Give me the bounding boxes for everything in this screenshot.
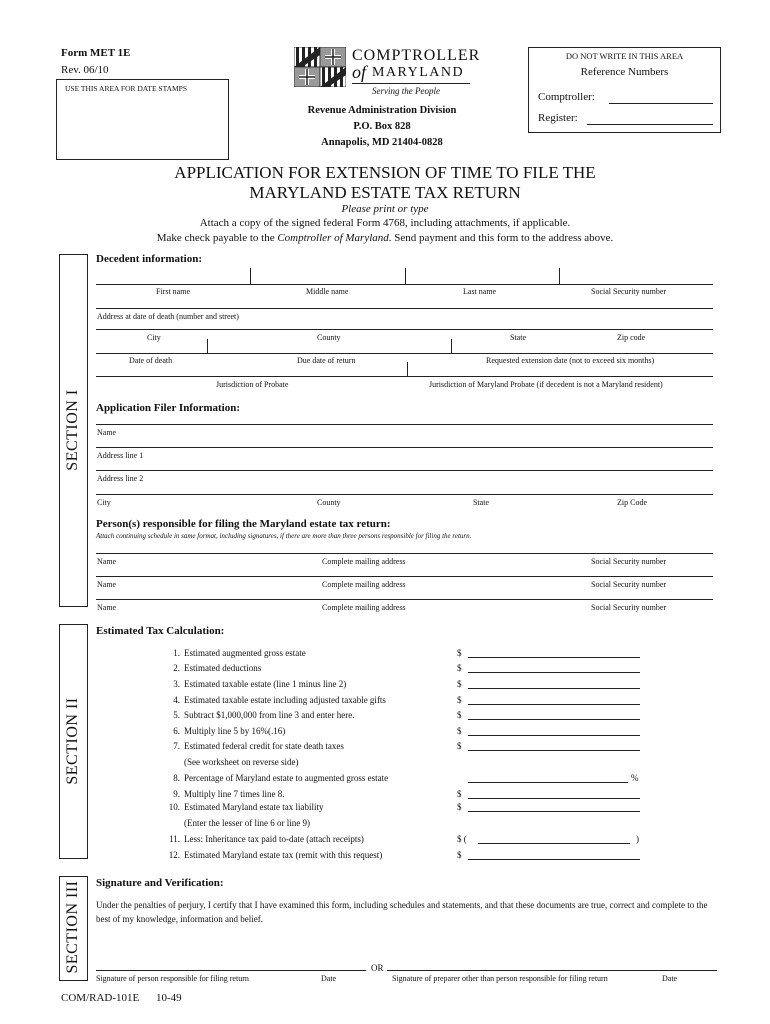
logo-tagline: Serving the People bbox=[372, 86, 440, 96]
last-name-label: Last name bbox=[463, 287, 497, 296]
person-1-ssn-label: Social Security number bbox=[591, 557, 667, 566]
title-line-1: APPLICATION FOR EXTENSION OF TIME TO FILE THE bbox=[174, 163, 596, 182]
comptroller-ref-label: Comptroller: bbox=[538, 91, 595, 103]
filer-city-row[interactable] bbox=[96, 494, 713, 495]
zip-label: Zip code bbox=[617, 333, 646, 342]
person-1-row[interactable] bbox=[96, 553, 713, 554]
payable-post: . Send payment and this form to the address above. bbox=[388, 232, 614, 244]
page-title bbox=[0, 163, 770, 203]
person-3-address-label: Complete mailing address bbox=[322, 603, 406, 612]
decedent-info-title: Decedent information: bbox=[96, 253, 203, 265]
city-state-zip: Annapolis, MD 21404-0828 bbox=[321, 137, 443, 148]
calc-line-5: 5. Subtract $1,000,000 from line 3 and enter here. bbox=[173, 710, 355, 720]
filer-address1-label: Address line 1 bbox=[97, 451, 144, 460]
section-1-label: SECTION I bbox=[64, 389, 81, 471]
calc-line-7-dollar: $ bbox=[457, 741, 462, 751]
middle-name-label: Middle name bbox=[306, 287, 349, 296]
tax-calc-title: Estimated Tax Calculation: bbox=[96, 625, 225, 637]
logo-maryland: MARYLAND bbox=[372, 65, 465, 80]
date-stamp-label: USE THIS AREA FOR DATE STAMPS bbox=[65, 84, 187, 93]
calc-line-1: 1. Estimated augmented gross estate bbox=[173, 648, 306, 658]
ssn-label: Social Security number bbox=[591, 287, 667, 296]
calc-line-10-note: (Enter the lesser of line 6 or line 9) bbox=[184, 818, 310, 828]
jurisdiction-label: Jurisdiction of Probate bbox=[216, 380, 289, 389]
signature-person-label: Signature of person responsible for filing return bbox=[96, 974, 249, 983]
po-box: P.O. Box 828 bbox=[353, 121, 411, 132]
filer-city-label: City bbox=[97, 498, 111, 507]
calc-line-6-dollar: $ bbox=[457, 726, 462, 736]
filer-address2-field[interactable] bbox=[96, 470, 713, 471]
reference-numbers-label: Reference Numbers bbox=[580, 66, 669, 78]
calc-line-3: 3. Estimated taxable estate (line 1 minus line 2) bbox=[173, 679, 347, 689]
filer-name-label: Name bbox=[97, 428, 117, 437]
signature-preparer-label: Signature of preparer other than person responsible for filing return bbox=[392, 974, 608, 983]
due-date-label: Due date of return bbox=[297, 356, 356, 365]
calc-line-4: 4. Estimated taxable estate including adjusted taxable gifts bbox=[173, 695, 386, 705]
calc-line-4-amount[interactable] bbox=[468, 704, 640, 705]
calc-line-9: 9. Multiply line 7 times line 8. bbox=[173, 789, 285, 799]
county-label: County bbox=[317, 333, 341, 342]
persons-note: Attach continuing schedule in same format, including signatures, if there are more than three persons responsible for filing the return. bbox=[96, 532, 472, 540]
calc-line-5-dollar: $ bbox=[457, 710, 462, 720]
jurisdiction-md-label: Jurisdiction of Maryland Probate (if decedent is not a Maryland resident) bbox=[429, 380, 663, 389]
logo-comptroller: COMPTROLLER bbox=[352, 47, 481, 64]
calc-line-4-dollar: $ bbox=[457, 695, 462, 705]
person-3-row[interactable] bbox=[96, 599, 713, 600]
filer-state-label: State bbox=[473, 498, 489, 507]
register-ref-field[interactable] bbox=[587, 124, 713, 125]
first-name-label: First name bbox=[156, 287, 190, 296]
calc-line-8-percent-field[interactable] bbox=[468, 782, 628, 783]
calc-line-5-amount[interactable] bbox=[468, 719, 640, 720]
reference-box bbox=[528, 47, 721, 133]
calc-line-11-dollar: $ ( bbox=[457, 834, 467, 844]
calc-line-2-amount[interactable] bbox=[468, 672, 640, 673]
person-2-name-label: Name bbox=[97, 580, 117, 589]
signature-preparer-date-label: Date bbox=[662, 974, 678, 983]
signature-person-date-label: Date bbox=[321, 974, 337, 983]
person-3-name-label: Name bbox=[97, 603, 117, 612]
calc-line-11: 11. Less: Inheritance tax paid to-date (attach receipts) bbox=[169, 834, 364, 844]
calc-line-12-amount[interactable] bbox=[468, 859, 640, 860]
logo-of: of bbox=[352, 62, 367, 82]
calc-line-3-amount[interactable] bbox=[468, 688, 640, 689]
filer-address1-field[interactable] bbox=[96, 447, 713, 448]
calc-line-7-note: (See worksheet on reverse side) bbox=[184, 757, 299, 767]
requested-ext-label: Requested extension date (not to exceed six months) bbox=[486, 356, 655, 365]
filer-zip-label: Zip Code bbox=[617, 498, 647, 507]
division-name: Revenue Administration Division bbox=[307, 105, 457, 116]
filer-address2-label: Address line 2 bbox=[97, 474, 144, 483]
payable-note bbox=[0, 232, 770, 244]
state-label: State bbox=[510, 333, 526, 342]
or-label: OR bbox=[371, 963, 384, 973]
date-stamp-area bbox=[56, 79, 229, 160]
person-2-address-label: Complete mailing address bbox=[322, 580, 406, 589]
persons-title: Person(s) responsible for filing the Maryland estate tax return: bbox=[96, 518, 391, 530]
maryland-flag-logo bbox=[294, 47, 346, 87]
do-not-write-label: DO NOT WRITE IN THIS AREA bbox=[565, 51, 684, 61]
calc-line-8: 8. Percentage of Maryland estate to augmented gross estate bbox=[173, 773, 389, 783]
filer-info-title: Application Filer Information: bbox=[96, 402, 241, 414]
city-label: City bbox=[147, 333, 161, 342]
perjury-statement: Under the penalties of perjury, I certify that I have examined this form, including schedules and statements, and that these documents are true, correct and complete to the best of my knowledge, information and belief. bbox=[96, 900, 708, 924]
calc-line-11-close: ) bbox=[636, 834, 639, 844]
calc-line-2: 2. Estimated deductions bbox=[173, 663, 262, 673]
signature-preparer-field[interactable] bbox=[387, 970, 717, 971]
calc-line-1-dollar: $ bbox=[457, 648, 462, 658]
calc-line-9-dollar: $ bbox=[457, 789, 462, 799]
form-id: Form MET 1E bbox=[61, 47, 131, 59]
calc-line-11-amount[interactable] bbox=[478, 843, 630, 844]
calc-line-12-dollar: $ bbox=[457, 850, 462, 860]
calc-line-10: 10. Estimated Maryland estate tax liability bbox=[168, 802, 324, 812]
calc-line-7-amount[interactable] bbox=[468, 750, 640, 751]
filer-name-field[interactable] bbox=[96, 424, 713, 425]
jurisdiction-row[interactable] bbox=[96, 376, 713, 377]
calc-line-8-percent: % bbox=[631, 773, 639, 783]
register-ref-label: Register: bbox=[538, 112, 578, 124]
payable-pre: Make check payable to the bbox=[156, 232, 278, 244]
section-3-label: SECTION III bbox=[64, 880, 81, 974]
division-address bbox=[282, 103, 482, 151]
section-2-label: SECTION II bbox=[64, 697, 81, 785]
signature-title: Signature and Verification: bbox=[96, 877, 224, 889]
logo-rule bbox=[352, 83, 470, 84]
form-revision: Rev. 06/10 bbox=[61, 64, 109, 76]
signature-person-field[interactable] bbox=[96, 970, 366, 971]
date-of-death-label: Date of death bbox=[129, 356, 173, 365]
address-label: Address at date of death (number and street) bbox=[97, 312, 239, 321]
decedent-address-field[interactable] bbox=[96, 308, 713, 309]
footer-number: 10-49 bbox=[156, 992, 182, 1004]
payable-payee: Comptroller of Maryland bbox=[277, 232, 389, 244]
title-line-2: MARYLAND ESTATE TAX RETURN bbox=[249, 183, 521, 202]
attach-note: Attach a copy of the signed federal Form 4768, including attachments, if applicable. bbox=[199, 217, 571, 229]
person-1-address-label: Complete mailing address bbox=[322, 557, 406, 566]
person-1-name-label: Name bbox=[97, 557, 117, 566]
calc-line-6: 6. Multiply line 5 by 16%(.16) bbox=[173, 726, 286, 736]
decedent-dates-row[interactable] bbox=[96, 353, 713, 354]
calc-line-12: 12. Estimated Maryland estate tax (remit with this request) bbox=[168, 850, 383, 860]
decedent-name-row[interactable] bbox=[96, 284, 713, 285]
calc-line-3-dollar: $ bbox=[457, 679, 462, 689]
person-2-ssn-label: Social Security number bbox=[591, 580, 667, 589]
comptroller-ref-field[interactable] bbox=[609, 103, 713, 104]
calc-line-7: 7. Estimated federal credit for state death taxes bbox=[173, 741, 344, 751]
person-2-row[interactable] bbox=[96, 576, 713, 577]
calc-line-6-amount[interactable] bbox=[468, 735, 640, 736]
calc-line-9-amount[interactable] bbox=[468, 798, 640, 799]
calc-line-2-dollar: $ bbox=[457, 663, 462, 673]
calc-line-10-dollar: $ bbox=[457, 802, 462, 812]
footer-code: COM/RAD-101E bbox=[61, 992, 140, 1004]
filer-county-label: County bbox=[317, 498, 341, 507]
calc-line-1-amount[interactable] bbox=[468, 657, 640, 658]
print-note: Please print or type bbox=[341, 203, 429, 215]
person-3-ssn-label: Social Security number bbox=[591, 603, 667, 612]
calc-line-10-amount[interactable] bbox=[468, 811, 640, 812]
decedent-city-row[interactable] bbox=[96, 329, 713, 330]
